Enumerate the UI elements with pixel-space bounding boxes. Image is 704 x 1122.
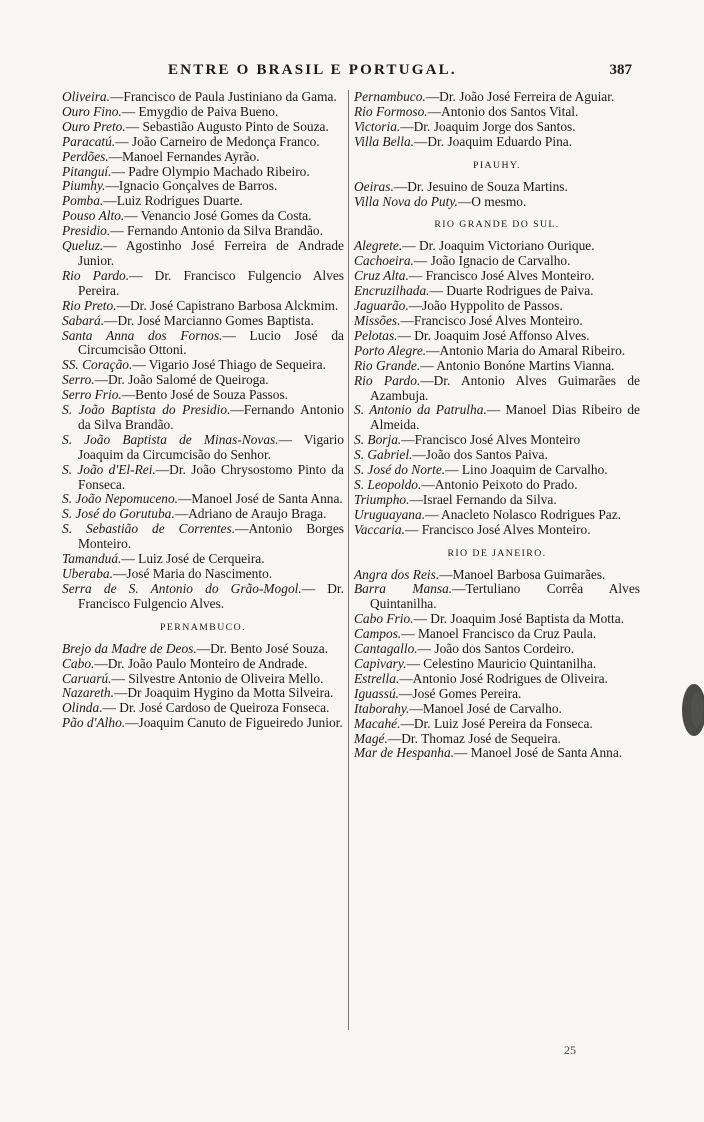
entry-person: —Francisco de Paula Justiniano da Gama. bbox=[109, 89, 337, 104]
directory-entry bbox=[62, 314, 344, 329]
directory-entry bbox=[354, 642, 640, 657]
section-heading-pernambuco: PERNAMBUCO. bbox=[160, 621, 246, 633]
entry-person: — Sebastião Augusto Pinto de Souza. bbox=[125, 118, 329, 134]
directory-entry bbox=[354, 329, 640, 344]
entry-place: Sabará. bbox=[62, 312, 105, 328]
signature-mark: 25 bbox=[564, 1043, 576, 1057]
entries-minas bbox=[62, 90, 344, 612]
directory-entry bbox=[62, 686, 344, 701]
directory-entry bbox=[354, 478, 640, 493]
directory-entry bbox=[62, 672, 344, 687]
entry-place: Pouso Alto. bbox=[62, 208, 125, 224]
entry-place: Olinda. bbox=[62, 700, 103, 716]
entry-place: Presidio. bbox=[62, 223, 111, 239]
entry-place: Brejo da Madre de Deos. bbox=[62, 640, 197, 656]
directory-entry bbox=[62, 701, 344, 716]
entry-person: —Israel Fernando da Silva. bbox=[409, 491, 557, 507]
directory-entry bbox=[354, 195, 640, 210]
entry-place: Oeiras. bbox=[354, 178, 394, 194]
entry-place: S. Sebastião de Correntes. bbox=[62, 521, 236, 537]
directory-entry bbox=[354, 135, 640, 150]
entry-person: —Tertuliano Corrêa Alves Quintanilha. bbox=[370, 581, 640, 612]
right-column bbox=[354, 90, 640, 761]
entry-place: S. Borja. bbox=[354, 432, 402, 448]
directory-entry bbox=[354, 687, 640, 702]
entry-person: —João Hyppolito de Passos. bbox=[408, 298, 563, 314]
entry-person: — João dos Santos Cordeiro. bbox=[417, 641, 575, 657]
entry-person: —Manoel José de Santa Anna. bbox=[178, 491, 343, 507]
entry-person: —Dr. José Marcianno Gomes Baptista. bbox=[104, 312, 314, 328]
directory-entry bbox=[62, 269, 344, 299]
entry-place: Perdões. bbox=[62, 148, 109, 164]
entry-place: Barra Mansa. bbox=[354, 581, 453, 597]
directory-entry bbox=[354, 180, 640, 195]
entry-place: Santa Anna dos Fornos. bbox=[62, 327, 223, 343]
entry-person: —Dr. João Paulo Monteiro de Andrade. bbox=[94, 655, 308, 671]
directory-entry bbox=[354, 239, 640, 254]
entry-person: —Fernando Antonio da Silva Brandão. bbox=[78, 402, 345, 432]
directory-entry bbox=[354, 284, 640, 299]
entry-place: Itaborahy. bbox=[354, 700, 410, 716]
entry-person: —Manoel José de Carvalho. bbox=[409, 700, 562, 716]
directory-entry bbox=[354, 90, 640, 105]
entry-person: —Dr. João Salomé de Queiroga. bbox=[94, 372, 269, 388]
directory-entry bbox=[62, 329, 344, 359]
entry-place: Missões. bbox=[354, 312, 401, 328]
entry-person: — Silvestre Antonio de Oliveira Mello. bbox=[111, 670, 324, 686]
directory-entry bbox=[354, 582, 640, 612]
page-edge-bleed-mark bbox=[672, 676, 704, 744]
directory-entry bbox=[62, 150, 344, 165]
directory-entry bbox=[354, 269, 640, 284]
directory-entry bbox=[354, 359, 640, 374]
entry-place: Magé. bbox=[354, 730, 388, 746]
entry-person: — Manoel José de Santa Anna. bbox=[454, 745, 623, 761]
directory-entry bbox=[354, 403, 640, 433]
entry-person: —José Maria do Nascimento. bbox=[112, 566, 273, 581]
entry-person: —Joaquim Canuto de Figueiredo Junior. bbox=[125, 715, 343, 731]
entry-person: —Antonio dos Santos Vital. bbox=[427, 103, 579, 119]
directory-entry bbox=[354, 374, 640, 404]
entry-place: Iguassú. bbox=[354, 685, 400, 701]
directory-entry bbox=[354, 120, 640, 135]
entry-person: —Dr. Jesuino de Souza Martins. bbox=[393, 178, 568, 194]
entry-person: —Ignacio Gonçalves de Barros. bbox=[105, 178, 278, 194]
entry-place: Pelotas. bbox=[354, 327, 398, 343]
entry-person: — João Carneiro de Medonça Franco. bbox=[115, 133, 320, 149]
entry-person: — Manoel Dias Ribeiro de Almeida. bbox=[370, 402, 640, 433]
directory-entry bbox=[62, 716, 344, 731]
directory-entry bbox=[62, 552, 344, 567]
entry-place: Triumpho. bbox=[354, 491, 410, 507]
directory-entry bbox=[354, 568, 640, 583]
entry-person: — Dr. Francisco Fulgencio Alves Pereira. bbox=[78, 267, 344, 298]
entry-person: —Dr. Thomaz José de Sequeira. bbox=[387, 730, 561, 746]
directory-entry bbox=[354, 254, 640, 269]
directory-entry bbox=[62, 224, 344, 239]
entry-person: — Dr. Joaquim Victoriano Ourique. bbox=[402, 238, 595, 254]
entry-person: —Dr. Joaquim Eduardo Pina. bbox=[414, 133, 573, 149]
directory-entry bbox=[354, 627, 640, 642]
directory-entry bbox=[354, 493, 640, 508]
entry-place: Ouro Fino. bbox=[62, 103, 122, 119]
directory-entry bbox=[354, 702, 640, 717]
entry-place: Pitanguí. bbox=[62, 163, 112, 179]
entry-place: Caruarú. bbox=[62, 670, 112, 686]
entry-place: Ouro Preto. bbox=[62, 118, 126, 134]
directory-entry bbox=[62, 299, 344, 314]
section-heading-rio-grande-do-sul: RIO GRANDE DO SUL. bbox=[434, 219, 560, 231]
entries-rio-grande-do-sul bbox=[354, 239, 640, 537]
entry-person: — Anacleto Nolasco Rodrigues Paz. bbox=[425, 506, 622, 522]
entry-person: —Antonio Borges Monteiro. bbox=[78, 521, 344, 552]
entry-person: —Dr Joaquim Hygino da Motta Silveira. bbox=[113, 685, 334, 701]
directory-entry bbox=[354, 657, 640, 672]
entry-place: Victoria. bbox=[354, 118, 401, 134]
entry-place: Oliveira. bbox=[62, 89, 110, 104]
entry-place: Rio Preto. bbox=[62, 297, 117, 313]
directory-entry bbox=[354, 717, 640, 732]
directory-entry bbox=[62, 135, 344, 150]
entry-person: — Lucio José da Circumcisão Ottoni. bbox=[78, 327, 344, 358]
entry-person: —Luiz Rodrigues Duarte. bbox=[103, 193, 243, 209]
directory-entry bbox=[354, 508, 640, 523]
entry-person: —João dos Santos Paiva. bbox=[412, 447, 548, 463]
entry-person: — Emygdio de Paiva Bueno. bbox=[121, 103, 279, 119]
entry-person: — Dr. José Cardoso de Queiroza Fonseca. bbox=[102, 700, 330, 716]
entry-place: Jaguarão. bbox=[354, 298, 409, 314]
entry-person: —Antonio Peixoto do Prado. bbox=[421, 476, 578, 492]
entry-place: Rio Formoso. bbox=[354, 103, 428, 119]
entry-place: S. João Nepomuceno. bbox=[62, 491, 179, 507]
entry-person: — Dr. Joaquim José Affonso Alves. bbox=[397, 327, 590, 343]
section-heading-piauhy: PIAUHY. bbox=[473, 159, 521, 171]
entry-place: Cantagallo. bbox=[354, 641, 418, 657]
entry-person: —Francisco José Alves Monteiro. bbox=[400, 312, 583, 328]
entry-person: — Padre Olympio Machado Ribeiro. bbox=[111, 163, 310, 179]
entry-place: Villa Bella. bbox=[354, 133, 414, 149]
directory-entry bbox=[62, 567, 344, 582]
directory-entry bbox=[62, 373, 344, 388]
entry-place: Uberaba. bbox=[62, 566, 113, 581]
entry-place: S. José do Gorutuba. bbox=[62, 506, 175, 522]
entries-piauhy bbox=[354, 180, 640, 210]
directory-entry bbox=[354, 105, 640, 120]
entry-place: S. José do Norte. bbox=[354, 462, 446, 478]
entry-place: S. João Baptista de Minas-Novas. bbox=[62, 431, 279, 447]
directory-entry bbox=[354, 746, 640, 761]
entry-place: Serro Frio. bbox=[62, 387, 122, 403]
directory-entry bbox=[62, 239, 344, 269]
directory-entry bbox=[354, 448, 640, 463]
entry-place: S. João d'El-Rei. bbox=[62, 461, 156, 477]
directory-entry bbox=[62, 507, 344, 522]
section-heading-rio-de-janeiro: RIO DE JANEIRO. bbox=[447, 547, 547, 559]
directory-entry bbox=[62, 642, 344, 657]
entry-place: S. Leopoldo. bbox=[354, 476, 422, 492]
entry-place: Rio Grande. bbox=[354, 357, 421, 373]
page-header bbox=[60, 62, 640, 82]
entry-place: Rio Pardo. bbox=[354, 372, 421, 388]
directory-entry bbox=[354, 523, 640, 538]
entry-person: —Antonio José Rodrigues de Oliveira. bbox=[399, 670, 608, 686]
directory-entry bbox=[354, 463, 640, 478]
entry-place: Cabo. bbox=[62, 655, 95, 671]
entry-person: —Dr. Bento José Souza. bbox=[196, 640, 329, 656]
entry-place: S. Antonio da Patrulha. bbox=[354, 402, 487, 418]
directory-entry bbox=[62, 657, 344, 672]
directory-entry bbox=[62, 433, 344, 463]
directory-entry bbox=[354, 732, 640, 747]
entry-person: —Manoel Barbosa Guimarães. bbox=[439, 566, 606, 582]
directory-entry bbox=[62, 522, 344, 552]
entry-place: Cruz Alta. bbox=[354, 268, 409, 284]
entry-place: Serro. bbox=[62, 372, 95, 388]
entry-place: Piumhy. bbox=[62, 178, 106, 194]
entry-person: — Luiz José de Cerqueira. bbox=[121, 551, 265, 567]
entry-person: — Duarte Rodrigues de Paiva. bbox=[429, 283, 594, 299]
entry-place: Tamanduá. bbox=[62, 551, 122, 567]
entries-pernambuco bbox=[62, 642, 344, 731]
entry-person: — Celestino Mauricio Quintanilha. bbox=[406, 656, 597, 671]
entry-place: Macahé. bbox=[354, 715, 401, 731]
entry-place: Encruzilhada. bbox=[354, 283, 430, 299]
entry-person: — Francisco José Alves Monteiro. bbox=[404, 521, 591, 537]
entry-place: Villa Nova do Puty. bbox=[354, 193, 458, 209]
entry-person: — Venancio José Gomes da Costa. bbox=[124, 208, 312, 224]
running-title: ENTRE O BRASIL E PORTUGAL. bbox=[168, 62, 457, 78]
entry-place: Serra de S. Antonio do Grão-Mogol. bbox=[62, 580, 302, 596]
entry-person: —Adriano de Araujo Braga. bbox=[174, 506, 327, 522]
entry-place: Queluz. bbox=[62, 238, 104, 254]
entry-place: S. João Baptista do Presidio. bbox=[62, 402, 231, 418]
directory-entry bbox=[62, 209, 344, 224]
entry-place: S. Gabriel. bbox=[354, 447, 413, 463]
entry-person: — Vigario Joaquim da Circumcisão do Senhor. bbox=[78, 431, 344, 462]
entry-person: —Antonio Maria do Amaral Ribeiro. bbox=[426, 342, 626, 358]
directory-entry bbox=[62, 463, 344, 493]
directory-entry bbox=[62, 388, 344, 403]
entry-person: — Lino Joaquim de Carvalho. bbox=[445, 462, 608, 478]
directory-entry bbox=[62, 358, 344, 373]
entry-person: —José Gomes Pereira. bbox=[399, 685, 522, 701]
entry-person: — Dr. Francisco Fulgencio Alves. bbox=[78, 580, 344, 611]
directory-entry bbox=[62, 120, 344, 135]
entry-person: —Dr. Luiz José Pereira da Fonseca. bbox=[400, 715, 593, 731]
directory-entry bbox=[354, 672, 640, 687]
entry-place: Cabo Frio. bbox=[354, 611, 414, 627]
entries-rio-de-janeiro bbox=[354, 568, 640, 762]
entry-place: Vaccaria. bbox=[354, 521, 405, 537]
entry-person: —Dr. João Chrysostomo Pinto da Fonseca. bbox=[78, 461, 344, 492]
directory-entry bbox=[354, 612, 640, 627]
entry-place: Nazareth. bbox=[62, 685, 114, 701]
entry-place: Mar de Hespanha. bbox=[354, 745, 455, 761]
directory-entry bbox=[354, 314, 640, 329]
entry-place: Rio Pardo. bbox=[62, 267, 130, 283]
directory-entry bbox=[62, 403, 344, 433]
entry-person: —Dr. João José Ferreira de Aguiar. bbox=[425, 89, 615, 104]
directory-entry bbox=[62, 194, 344, 209]
entry-person: — Fernando Antonio da Silva Brandão. bbox=[110, 223, 323, 239]
left-column bbox=[62, 90, 344, 731]
directory-entry bbox=[62, 492, 344, 507]
entry-place: Cachoeira. bbox=[354, 253, 414, 269]
entries-pernambuco-cont bbox=[354, 90, 640, 150]
entry-person: —Manoel Fernandes Ayrão. bbox=[108, 148, 260, 164]
entry-place: Pomba. bbox=[62, 193, 104, 209]
entry-place: Pernambuco. bbox=[354, 89, 426, 104]
entry-person: — Vigario José Thiago de Sequeira. bbox=[132, 357, 326, 373]
entry-person: —Dr. Antonio Alves Guimarães de Azambuja. bbox=[370, 372, 640, 403]
column-rule bbox=[348, 90, 349, 1030]
directory-entry bbox=[354, 299, 640, 314]
entry-person: — Antonio Bonóne Martins Vianna. bbox=[420, 357, 615, 373]
entry-person: —Dr. José Capistrano Barbosa Alckmim. bbox=[116, 297, 339, 313]
directory-entry bbox=[354, 344, 640, 359]
directory-entry bbox=[62, 165, 344, 180]
entry-person: — Manoel Francisco da Cruz Paula. bbox=[401, 626, 597, 642]
entry-place: Estrella. bbox=[354, 670, 400, 686]
entry-place: Pão d'Alho. bbox=[62, 715, 126, 731]
entry-place: Paracatú. bbox=[62, 133, 116, 149]
directory-entry bbox=[62, 582, 344, 612]
directory-entry bbox=[62, 105, 344, 120]
entry-person: —Francisco José Alves Monteiro bbox=[401, 432, 581, 448]
entry-person: —Dr. Joaquim Jorge dos Santos. bbox=[400, 118, 576, 134]
entry-person: —O mesmo. bbox=[457, 193, 527, 209]
directory-entry bbox=[62, 179, 344, 194]
entry-person: — Dr. Joaquim José Baptista da Motta. bbox=[413, 611, 625, 627]
entry-person: — João Ignacio de Carvalho. bbox=[413, 253, 571, 269]
entry-person: —Bento José de Souza Passos. bbox=[121, 387, 289, 403]
entry-place: Porto Alegre. bbox=[354, 342, 427, 358]
page-number: 387 bbox=[609, 62, 632, 78]
entry-place: Capivary. bbox=[354, 656, 407, 671]
entry-place: Alegrete. bbox=[354, 238, 403, 254]
directory-entry bbox=[354, 433, 640, 448]
entry-person: — Agostinho José Ferreira de Andrade Junior. bbox=[78, 238, 344, 268]
directory-entry bbox=[62, 90, 344, 105]
entry-place: Angra dos Reis. bbox=[354, 566, 440, 582]
entry-place: Campos. bbox=[354, 626, 402, 642]
entry-person: — Francisco José Alves Monteiro. bbox=[408, 268, 595, 284]
entry-place: Uruguayana. bbox=[354, 506, 426, 522]
entry-place: SS. Coração. bbox=[62, 357, 133, 373]
